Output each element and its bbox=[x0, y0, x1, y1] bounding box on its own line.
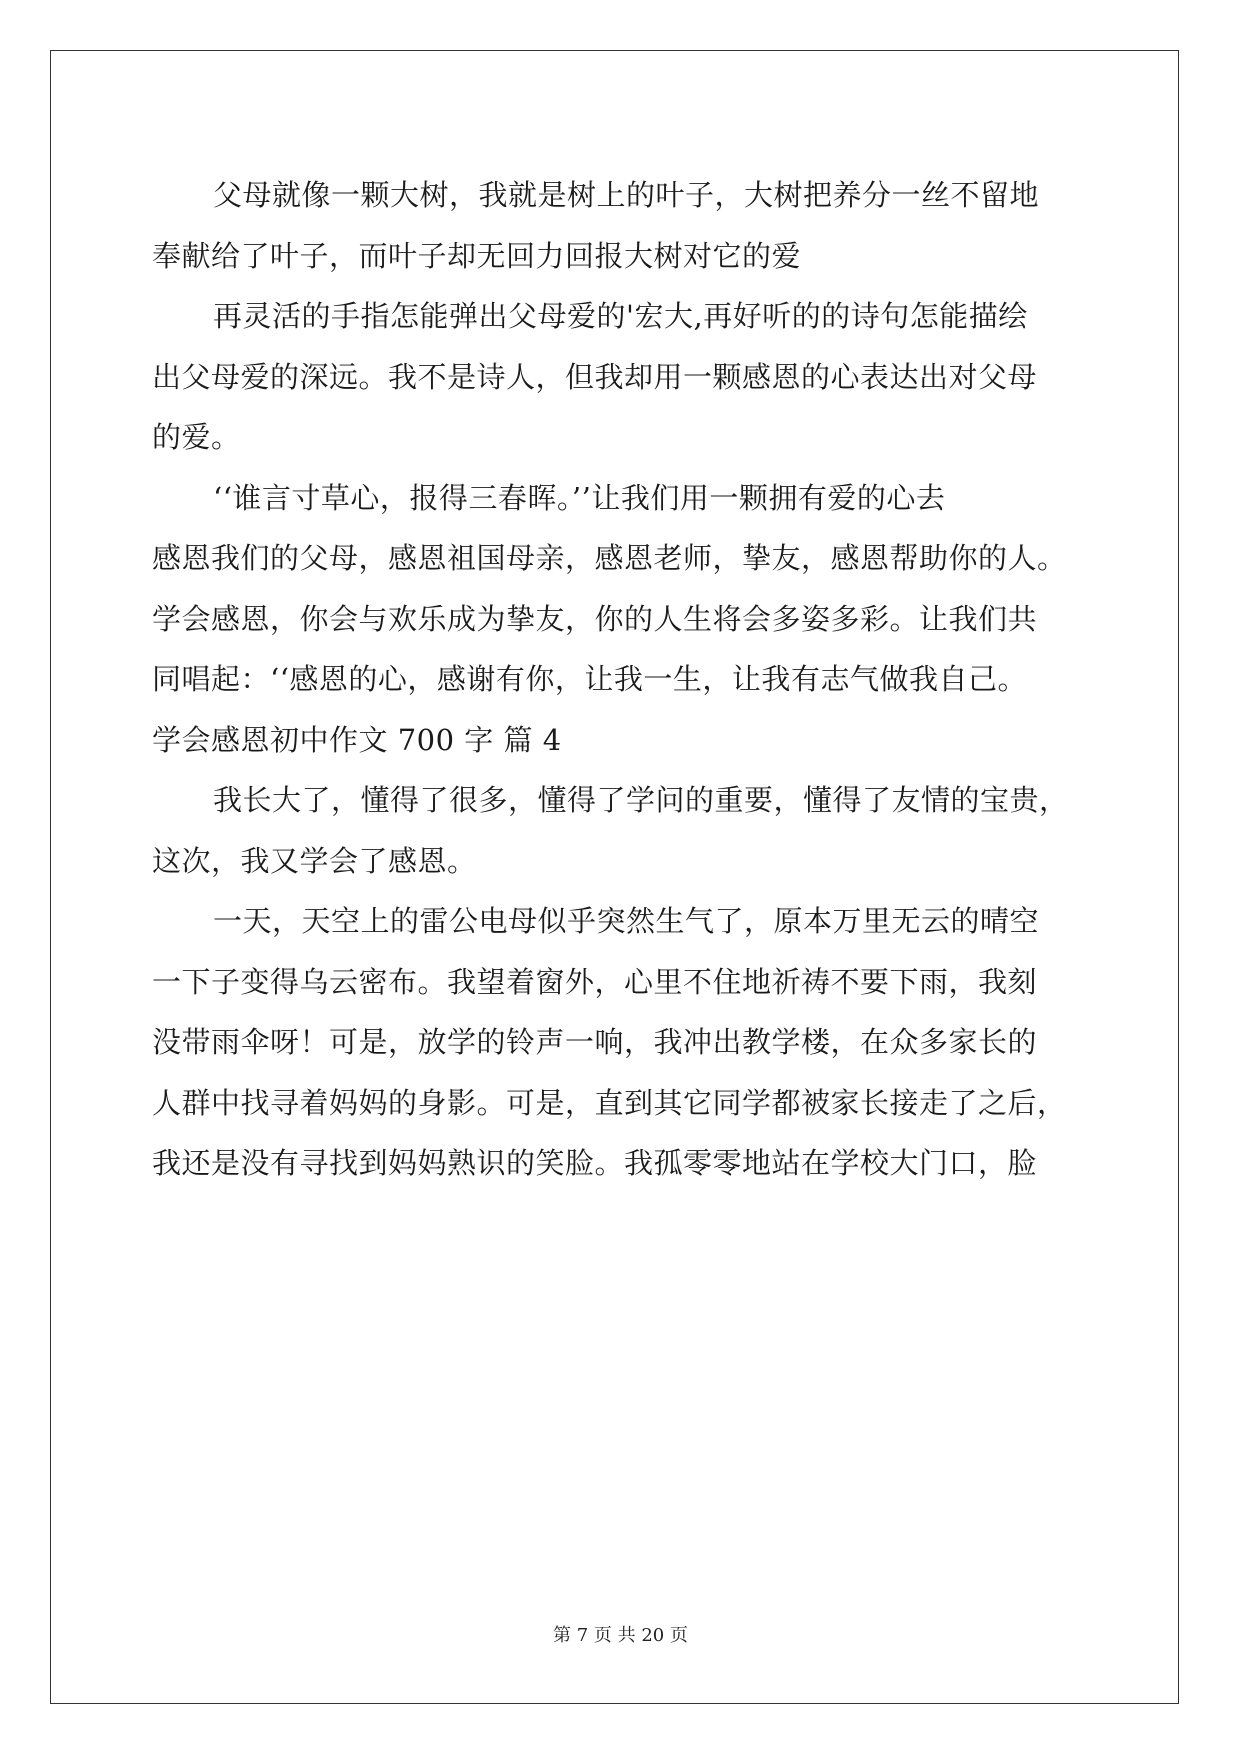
paragraph-line: 我长大了，懂得了很多，懂得了学问的重要，懂得了友情的宝贵， bbox=[213, 783, 1069, 817]
paragraph-line: 再灵活的手指怎能弹出父母爱的'宏大,再好听的的诗句怎能描绘 bbox=[213, 299, 1028, 333]
paragraph-line: 一下子变得乌云密布。我望着窗外，心里不住地祈祷不要下雨，我刻 bbox=[152, 964, 1038, 999]
paragraph-line: 父母就像一颗大树，我就是树上的叶子，大树把养分一丝不留地 bbox=[213, 178, 1040, 212]
paragraph-line: ‘‘谁言寸草心，报得三春晖。’’让我们用一颗拥有爱的心去 bbox=[213, 480, 946, 515]
paragraph-line: 同唱起：‘‘感恩的心，感谢有你，让我一生，让我有志气做我自己。 bbox=[152, 662, 1027, 696]
paragraph-line: 一天，天空上的雷公电母似乎突然生气了，原本万里无云的晴空 bbox=[213, 904, 1040, 938]
page-number: 第 7 页 共 20 页 bbox=[553, 1625, 688, 1646]
section-heading: 学会感恩初中作文 700 字 篇 4 bbox=[152, 722, 562, 757]
paragraph-line: 人群中找寻着妈妈的身影。可是，直到其它同学都被家长接走了之后， bbox=[152, 1085, 1067, 1120]
paragraph-line: 没带雨伞呀！可是，放学的铃声一响，我冲出教学楼，在众多家长的 bbox=[152, 1025, 1038, 1059]
paragraph-line: 感恩我们的父母，感恩祖国母亲，感恩老师，挚友，感恩帮助你的人。 bbox=[152, 541, 1067, 575]
paragraph-line: 这次，我又学会了感恩。 bbox=[152, 843, 477, 878]
paragraph-line: 奉献给了叶子，而叶子却无回力回报大树对它的爱 bbox=[152, 238, 802, 273]
paragraph-line: 的爱。 bbox=[152, 420, 241, 454]
paragraph-line: 出父母爱的深远。我不是诗人，但我却用一颗感恩的心表达出对父母 bbox=[152, 359, 1038, 394]
document-body bbox=[152, 165, 1092, 1194]
paragraph-line: 我还是没有寻找到妈妈熟识的笑脸。我孤零零地站在学校大门口，脸 bbox=[152, 1146, 1038, 1180]
paragraph-line: 学会感恩，你会与欢乐成为挚友，你的人生将会多姿多彩。让我们共 bbox=[152, 601, 1038, 636]
